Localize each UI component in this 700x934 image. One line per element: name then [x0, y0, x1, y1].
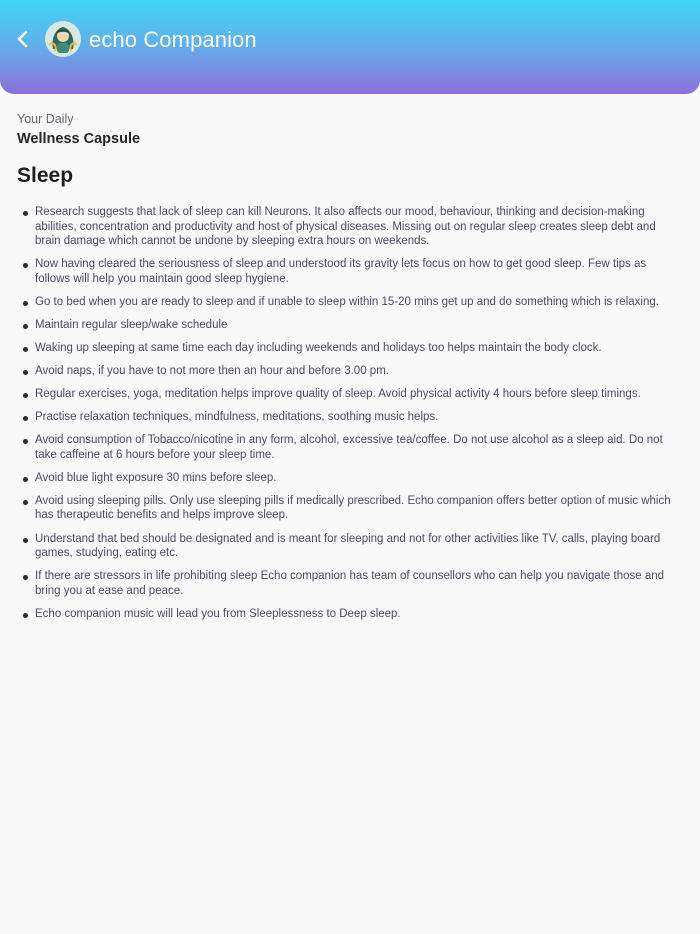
tip-item: Avoid naps, if you have to not more then an hour and before 3.00 pm. — [17, 364, 683, 379]
sleep-tips-list — [17, 205, 683, 630]
tip-item: Now having cleared the seriousness of sleep and understood its gravity lets focus on how to get good sleep. Few tips as follows will help you maintain good sleep hygiene. — [17, 257, 683, 286]
app-header — [0, 0, 700, 94]
tip-item: Waking up sleeping at same time each day including weekends and holidays too helps maintain the body clock. — [17, 341, 683, 356]
section-title: Sleep — [17, 164, 74, 187]
tip-item: If there are stressors in life prohibiting sleep Echo companion has team of counsellors who can help you navigate those and bring you at ease and peace. — [17, 569, 683, 598]
tip-item: Practise relaxation techniques, mindfulness, meditations, soothing music helps. — [17, 410, 683, 425]
app-logo — [43, 19, 83, 59]
tip-item: Avoid blue light exposure 30 mins before sleep. — [17, 471, 683, 486]
app-title: echo Companion — [89, 27, 257, 52]
tip-item: Avoid consumption of Tobacco/nicotine in any form, alcohol, excessive tea/coffee. Do not use alcohol as a sleep aid. Do not take caffeine at 6 hours before your sleep time. — [17, 433, 683, 462]
tip-item: Avoid using sleeping pills. Only use sleeping pills if medically prescribed. Echo companion offers better option of music which has therapeutic benefits and helps improve sleep. — [17, 494, 683, 523]
back-button[interactable] — [11, 25, 35, 53]
tip-item: Understand that bed should be designated and is meant for sleeping and not for other activities like TV, calls, playing board games, studying, eating etc. — [17, 532, 683, 561]
capsule-label-small: Your Daily — [17, 112, 74, 126]
chevron-left-icon — [11, 25, 35, 53]
tip-item: Research suggests that lack of sleep can kill Neurons. It also affects our mood, behaviour, thinking and decision-making abilities, concentration and productivity and host of physical diseases. Missing out on regular sleep creates sleep debt and brain damage which cannot be undone by sleeping extra hours on weekends. — [17, 205, 683, 249]
tip-item: Regular exercises, yoga, meditation helps improve quality of sleep. Avoid physical activity 4 hours before sleep timings. — [17, 387, 683, 402]
tip-item: Maintain regular sleep/wake schedule — [17, 318, 683, 333]
capsule-label-bold: Wellness Capsule — [17, 131, 141, 147]
tip-item: Echo companion music will lead you from Sleeplessness to Deep sleep. — [17, 607, 683, 622]
tip-item: Go to bed when you are ready to sleep and if unable to sleep within 15-20 mins get up and do something which is relaxing. — [17, 295, 683, 310]
